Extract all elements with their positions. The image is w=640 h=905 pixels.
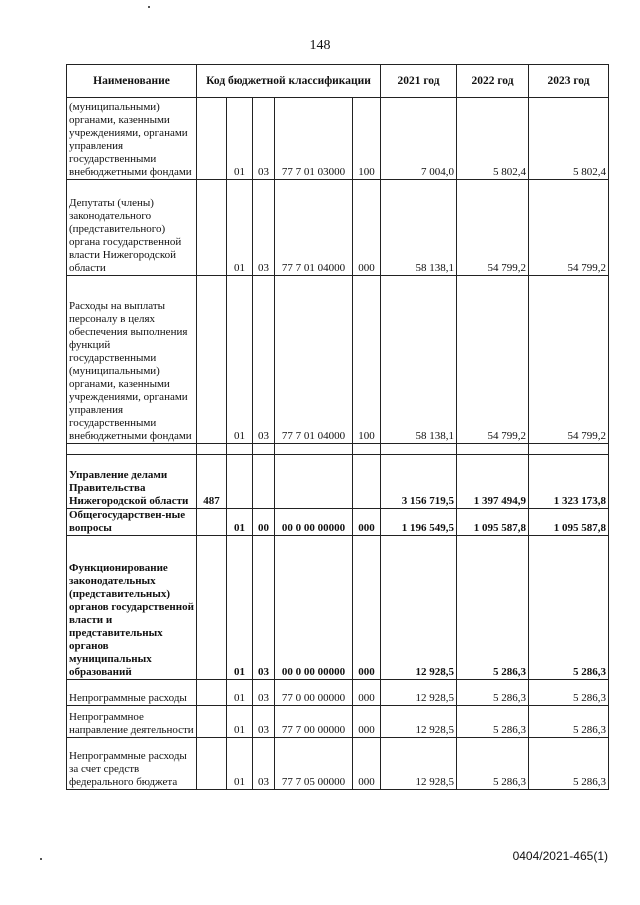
cell-ved bbox=[197, 276, 227, 444]
cell-2021: 7 004,0 bbox=[381, 98, 457, 180]
cell-ved bbox=[197, 180, 227, 276]
table-row bbox=[67, 98, 609, 180]
cell-ved bbox=[197, 536, 227, 680]
cell-name: Управление делами Правительства Нижегородской области bbox=[67, 455, 197, 509]
cell-2023: 1 323 173,8 bbox=[529, 455, 609, 509]
cell-vr bbox=[353, 455, 381, 509]
cell-2023: 54 799,2 bbox=[529, 276, 609, 444]
cell-pr: 03 bbox=[253, 706, 275, 738]
cell-2021: 3 156 719,5 bbox=[381, 455, 457, 509]
cell-rz: 01 bbox=[227, 706, 253, 738]
cell-2021: 12 928,5 bbox=[381, 706, 457, 738]
cell-pr: 03 bbox=[253, 536, 275, 680]
cell-rz: 01 bbox=[227, 680, 253, 706]
empty-cell bbox=[275, 444, 353, 455]
cell-2022: 5 802,4 bbox=[457, 98, 529, 180]
header-2021: 2021 год bbox=[381, 65, 457, 98]
cell-ved bbox=[197, 680, 227, 706]
cell-vr: 000 bbox=[353, 180, 381, 276]
scan-speck bbox=[148, 6, 150, 8]
budget-table bbox=[66, 64, 609, 790]
cell-2023: 1 095 587,8 bbox=[529, 509, 609, 536]
cell-name: Функционирование законодательных (представительных) органов государственной власти и представительных органов муниципальных образований bbox=[67, 536, 197, 680]
cell-vr: 000 bbox=[353, 536, 381, 680]
spacer-row bbox=[67, 444, 609, 455]
cell-2021: 12 928,5 bbox=[381, 680, 457, 706]
cell-pr: 03 bbox=[253, 738, 275, 790]
cell-pr: 03 bbox=[253, 180, 275, 276]
cell-pr: 03 bbox=[253, 276, 275, 444]
cell-name: (муниципальными) органами, казенными учреждениями, органами управления государственными внебюджетными фондами bbox=[67, 98, 197, 180]
empty-cell bbox=[227, 444, 253, 455]
cell-pr: 00 bbox=[253, 509, 275, 536]
cell-csr: 77 0 00 00000 bbox=[275, 680, 353, 706]
header-2022: 2022 год bbox=[457, 65, 529, 98]
cell-2021: 12 928,5 bbox=[381, 536, 457, 680]
cell-vr: 100 bbox=[353, 98, 381, 180]
table-row bbox=[67, 455, 609, 509]
cell-pr bbox=[253, 455, 275, 509]
table-row bbox=[67, 180, 609, 276]
table-row bbox=[67, 738, 609, 790]
cell-csr: 77 7 01 03000 bbox=[275, 98, 353, 180]
cell-ved bbox=[197, 738, 227, 790]
cell-2022: 1 095 587,8 bbox=[457, 509, 529, 536]
table-row bbox=[67, 509, 609, 536]
cell-rz bbox=[227, 455, 253, 509]
table-row bbox=[67, 680, 609, 706]
cell-vr: 000 bbox=[353, 706, 381, 738]
cell-ved bbox=[197, 509, 227, 536]
cell-2023: 54 799,2 bbox=[529, 180, 609, 276]
empty-cell bbox=[67, 444, 197, 455]
cell-csr: 77 7 01 04000 bbox=[275, 276, 353, 444]
cell-2022: 1 397 494,9 bbox=[457, 455, 529, 509]
cell-ved bbox=[197, 706, 227, 738]
cell-rz: 01 bbox=[227, 276, 253, 444]
cell-2021: 1 196 549,5 bbox=[381, 509, 457, 536]
empty-cell bbox=[353, 444, 381, 455]
cell-ved bbox=[197, 98, 227, 180]
cell-csr: 77 7 01 04000 bbox=[275, 180, 353, 276]
cell-rz: 01 bbox=[227, 509, 253, 536]
cell-csr: 00 0 00 00000 bbox=[275, 536, 353, 680]
cell-2022: 5 286,3 bbox=[457, 706, 529, 738]
cell-name: Депутаты (члены) законодательного (представительного) органа государственной власти Нижегородской области bbox=[67, 180, 197, 276]
document-code: 0404/2021-465(1) bbox=[512, 849, 608, 863]
cell-name: Общегосударствен-ные вопросы bbox=[67, 509, 197, 536]
cell-rz: 01 bbox=[227, 738, 253, 790]
cell-csr: 00 0 00 00000 bbox=[275, 509, 353, 536]
header-2023: 2023 год bbox=[529, 65, 609, 98]
cell-name: Непрограммное направление деятельности bbox=[67, 706, 197, 738]
cell-2023: 5 286,3 bbox=[529, 706, 609, 738]
cell-vr: 100 bbox=[353, 276, 381, 444]
cell-2023: 5 286,3 bbox=[529, 680, 609, 706]
empty-cell bbox=[457, 444, 529, 455]
cell-rz: 01 bbox=[227, 180, 253, 276]
cell-name: Непрограммные расходы bbox=[67, 680, 197, 706]
cell-2022: 54 799,2 bbox=[457, 180, 529, 276]
cell-vr: 000 bbox=[353, 509, 381, 536]
cell-2022: 54 799,2 bbox=[457, 276, 529, 444]
page-number: 148 bbox=[309, 38, 331, 53]
cell-2021: 58 138,1 bbox=[381, 276, 457, 444]
cell-name: Непрограммные расходы за счет средств федерального бюджета bbox=[67, 738, 197, 790]
cell-2022: 5 286,3 bbox=[457, 680, 529, 706]
empty-cell bbox=[197, 444, 227, 455]
cell-name: Расходы на выплаты персоналу в целях обеспечения выполнения функций государственными (муниципальными) органами, казенными учреждениями, органами управления государственными внебюджетными фондами bbox=[67, 276, 197, 444]
cell-2022: 5 286,3 bbox=[457, 738, 529, 790]
table-row bbox=[67, 536, 609, 680]
cell-ved: 487 bbox=[197, 455, 227, 509]
table-row bbox=[67, 276, 609, 444]
header-name: Наименование bbox=[67, 65, 197, 98]
cell-2022: 5 286,3 bbox=[457, 536, 529, 680]
scan-speck bbox=[40, 858, 42, 860]
empty-cell bbox=[253, 444, 275, 455]
cell-2023: 5 286,3 bbox=[529, 536, 609, 680]
cell-2021: 58 138,1 bbox=[381, 180, 457, 276]
header-code: Код бюджетной классификации bbox=[197, 65, 381, 98]
empty-cell bbox=[529, 444, 609, 455]
cell-pr: 03 bbox=[253, 98, 275, 180]
cell-csr: 77 7 00 00000 bbox=[275, 706, 353, 738]
cell-csr: 77 7 05 00000 bbox=[275, 738, 353, 790]
table-header-row bbox=[67, 65, 609, 98]
cell-vr: 000 bbox=[353, 738, 381, 790]
empty-cell bbox=[381, 444, 457, 455]
cell-pr: 03 bbox=[253, 680, 275, 706]
cell-rz: 01 bbox=[227, 98, 253, 180]
cell-2023: 5 286,3 bbox=[529, 738, 609, 790]
cell-rz: 01 bbox=[227, 536, 253, 680]
cell-vr: 000 bbox=[353, 680, 381, 706]
cell-2023: 5 802,4 bbox=[529, 98, 609, 180]
table-row bbox=[67, 706, 609, 738]
cell-csr bbox=[275, 455, 353, 509]
cell-2021: 12 928,5 bbox=[381, 738, 457, 790]
